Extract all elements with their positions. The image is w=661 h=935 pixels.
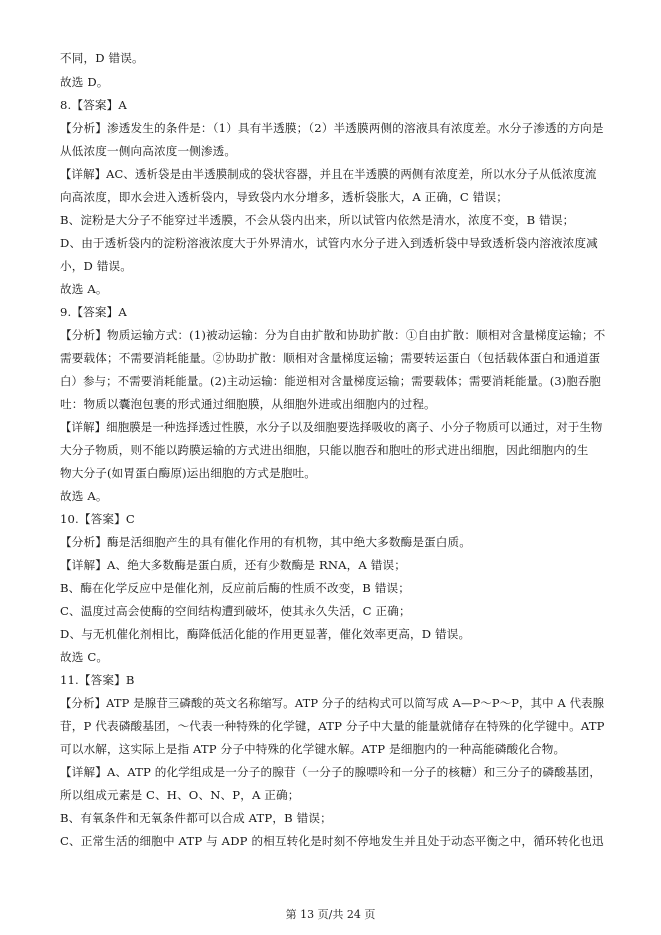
text-line: 物大分子(如胃蛋白酶原)运出细胞的方式是胞吐。 xyxy=(60,466,316,480)
text-line: 大分子物质，则不能以跨膜运输的方式进出细胞，只能以胞吞和胞吐的形式进出细胞，因此细胞内的生 xyxy=(60,443,589,457)
text-line: 【详解】A、绝大多数酶是蛋白质，还有少数酶是 RNA，A 错误； xyxy=(60,558,407,572)
question-answer-heading: 11.【答案】B xyxy=(60,673,135,687)
text-line: 从低浓度一侧向高浓度一侧渗透。 xyxy=(60,144,237,158)
text-line: 需要载体；不需要消耗能量。②协助扩散：顺相对含量梯度运输；需要转运蛋白（包括载体蛋白和通道蛋 xyxy=(60,351,601,365)
text-line: B、淀粉是大分子不能穿过半透膜，不会从袋内出来，所以试管内依然是清水，浓度不变，B 错误； xyxy=(60,213,575,227)
text-line: 可以水解，这实际上是指 ATP 分子中特殊的化学键水解。ATP 是细胞内的一种高能磷酸化合物。 xyxy=(60,742,566,756)
text-line: 故选 A。 xyxy=(60,489,108,503)
text-line: C、温度过高会使酶的空间结构遭到破坏，使其永久失活，C 正确； xyxy=(60,604,411,618)
text-line: 【详解】细胞膜是一种选择透过性膜，水分子以及细胞要选择吸收的离子、小分子物质可以通过，对于生物 xyxy=(60,420,603,434)
text-line: 向高浓度，即水会进入透析袋内，导致袋内水分增多，透析袋胀大，A 正确，C 错误； xyxy=(60,190,508,204)
question-answer-heading: 10.【答案】C xyxy=(60,512,135,526)
text-line: 吐：物质以囊泡包裹的形式通过细胞膜，从细胞外进或出细胞内的过程。 xyxy=(60,397,436,411)
text-line: 所以组成元素是 C、H、O、N、P，A 正确； xyxy=(60,788,300,802)
text-line: 【分析】ATP 是腺苷三磷酸的英文名称缩写。ATP 分子的结构式可以简写成 A—P～P～P，其中 A 代表腺 xyxy=(60,696,605,710)
question-answer-heading: 9.【答案】A xyxy=(60,305,127,319)
text-line: D、与无机催化剂相比，酶降低活化能的作用更显著，催化效率更高，D 错误。 xyxy=(60,627,471,641)
text-line: 【详解】AC、透析袋是由半透膜制成的袋状容器，并且在半透膜的两侧有浓度差，所以水分子从低浓度流 xyxy=(60,167,597,181)
text-line: B、酶在化学反应中是催化剂，反应前后酶的性质不改变，B 错误； xyxy=(60,581,411,595)
text-line: C、正常生活的细胞中 ATP 与 ADP 的相互转化是时刻不停地发生并且处于动态平衡之中，循环转化也迅 xyxy=(60,834,604,848)
text-line: 故选 D。 xyxy=(60,75,109,89)
text-line: 小，D 错误。 xyxy=(60,259,132,273)
question-answer-heading: 8.【答案】A xyxy=(60,98,127,112)
text-line: 【分析】渗透发生的条件是：（1）具有半透膜；（2）半透膜两侧的溶液具有浓度差。水分子渗透的方向是 xyxy=(60,121,604,135)
text-line: 苷，P 代表磷酸基团，～代表一种特殊的化学键，ATP 分子中大量的能量就储存在特殊的化学键中。ATP xyxy=(60,719,605,733)
text-line: 不同，D 错误。 xyxy=(60,51,144,65)
text-line: 【分析】酶是活细胞产生的具有催化作用的有机物，其中绝大多数酶是蛋白质。 xyxy=(60,535,472,549)
text-line: D、由于透析袋内的淀粉溶液浓度大于外界清水，试管内水分子进入到透析袋中导致透析袋内溶液浓度减 xyxy=(60,236,598,250)
text-line: 白）参与；不需要消耗能量。(2)主动运输：能逆相对含量梯度运输；需要载体；需要消耗能量。(3)胞吞胞 xyxy=(60,374,601,388)
text-line: 故选 A。 xyxy=(60,282,108,296)
page-number-footer: 第 13 页/共 24 页 xyxy=(285,908,376,921)
text-line: 【分析】物质运输方式：(1)被动运输：分为自由扩散和协助扩散：①自由扩散：顺相对含量梯度运输；不 xyxy=(60,328,606,342)
text-line: B、有氧条件和无氧条件都可以合成 ATP，B 错误； xyxy=(60,811,332,825)
text-line: 【详解】A、ATP 的化学组成是一分子的腺苷（一分子的腺嘌呤和一分子的核糖）和三分子的磷酸基团， xyxy=(60,765,602,779)
text-line: 故选 C。 xyxy=(60,650,109,664)
